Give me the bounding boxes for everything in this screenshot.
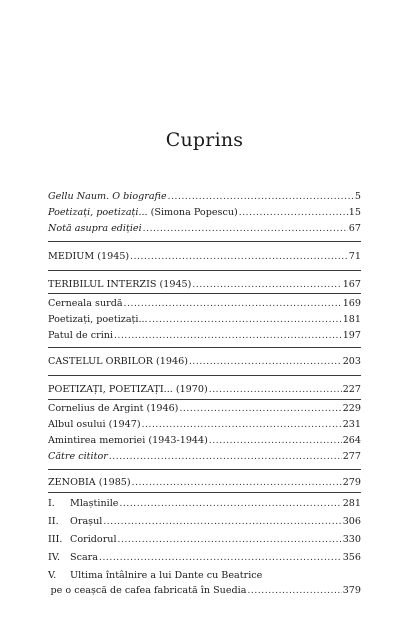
toc-entry-page: 379 [342, 585, 361, 596]
leader-dots [179, 403, 341, 415]
leader-dots [99, 552, 342, 564]
chapter-title: Orașul [70, 516, 103, 527]
toc-entry [48, 296, 361, 310]
toc-entry-label: Amintirea memoriei (1943-1944) [48, 435, 208, 446]
toc-entry-page: 5 [354, 191, 361, 202]
leader-dots [149, 314, 342, 326]
toc-entry-continuation [48, 583, 361, 597]
toc-entry-page: 279 [342, 477, 361, 488]
toc-entry-label: ZENOBIA (1985) [48, 477, 131, 488]
toc-entry-label: CASTELUL ORBILOR (1946) [48, 356, 188, 367]
toc-entry-label: MEDIUM (1945) [48, 251, 130, 262]
toc-entry-label: Către cititor [48, 451, 108, 462]
section-divider [48, 347, 361, 348]
toc-entry-label: Patul de crini [48, 330, 114, 341]
section-divider [48, 469, 361, 470]
roman-numeral: V. [48, 570, 57, 581]
toc-entry-label [48, 498, 118, 510]
page-title: Cuprins [165, 129, 244, 151]
leader-dots [114, 330, 342, 342]
toc-entry [48, 401, 361, 415]
toc-entry [48, 568, 361, 582]
toc-entry-label [48, 516, 102, 528]
toc-entry-label: Albul osului (1947) [48, 419, 141, 430]
chapter-title-continued: pe o ceașcă de cafea fabricată în Suedia [50, 585, 247, 596]
toc-entry [48, 496, 361, 510]
leader-dots [109, 451, 342, 463]
toc-entry-label: TERIBILUL INTERZIS (1945) [48, 279, 192, 290]
leader-dots [124, 298, 342, 310]
toc-entry-page: 67 [348, 223, 361, 234]
toc-entry-page: 306 [342, 516, 361, 527]
toc-entry-page: 356 [342, 552, 361, 563]
toc-entry [48, 449, 361, 463]
section-divider [48, 270, 361, 271]
roman-numeral: I. [48, 498, 55, 509]
toc-entry-page: 71 [348, 251, 361, 262]
toc-entry-page: 197 [342, 330, 361, 341]
leader-dots [130, 251, 348, 263]
leader-dots [209, 435, 342, 447]
section-divider [48, 399, 361, 400]
chapter-title: Coridorul [70, 534, 117, 545]
toc-entry [48, 382, 361, 396]
toc-entry [48, 189, 361, 203]
roman-numeral: IV. [48, 552, 61, 563]
toc-entry-page: 181 [342, 314, 361, 325]
toc-entry-label [48, 552, 98, 564]
toc-entry [48, 205, 361, 219]
leader-dots [189, 356, 342, 368]
leader-dots [192, 279, 341, 291]
leader-dots [247, 585, 341, 597]
toc-entry-label: Cerneala surdă [48, 298, 123, 309]
chapter-title: Ultima întâlnire a lui Dante cu Beatrice [70, 570, 263, 581]
toc-entry-page: 169 [342, 298, 361, 309]
leader-dots [118, 534, 342, 546]
leader-dots [143, 223, 348, 235]
chapter-title: Mlaștinile [70, 498, 119, 509]
toc-entry-page: 277 [342, 451, 361, 462]
leader-dots [119, 498, 341, 510]
section-divider [48, 375, 361, 376]
toc-entry [48, 532, 361, 546]
toc-entry [48, 354, 361, 368]
section-divider [48, 293, 361, 294]
leader-dots [209, 384, 342, 396]
toc-entry-label: POETIZAȚI, POETIZAȚI... (1970) [48, 384, 208, 395]
toc-entry-page: 227 [342, 384, 361, 395]
toc-entry [48, 550, 361, 564]
toc-entry [48, 312, 361, 326]
toc-entry-label: Notă asupra ediției [48, 223, 142, 234]
toc-entry-page: 264 [342, 435, 361, 446]
toc-entry [48, 514, 361, 528]
toc-entry-label: Poetizați, poetizați... (Simona Popescu) [48, 207, 238, 218]
toc-entry-page: 229 [342, 403, 361, 414]
leader-dots [142, 419, 342, 431]
leader-dots [103, 516, 341, 528]
leader-dots [168, 191, 354, 203]
toc-entry [48, 328, 361, 342]
toc-entry [48, 221, 361, 235]
toc-entry [48, 277, 361, 291]
toc-entry-label: Poetizați, poetizați... [48, 314, 148, 325]
toc-entry-page: 167 [342, 279, 361, 290]
chapter-title: Scara [70, 552, 98, 563]
toc-entry-label: Cornelius de Argint (1946) [48, 403, 179, 414]
toc-entry-label: Gellu Naum. O biografie [48, 191, 167, 202]
leader-dots [239, 207, 348, 219]
toc-entry [48, 433, 361, 447]
toc-entry-label [48, 570, 262, 582]
toc-entry [48, 249, 361, 263]
roman-numeral: III. [48, 534, 63, 545]
toc-entry [48, 475, 361, 489]
section-divider [48, 241, 361, 242]
toc-entry-label-italic: Poetizați, poetizați... [48, 207, 148, 218]
toc-entry [48, 417, 361, 431]
toc-entry-page: 330 [342, 534, 361, 545]
toc-entry-page: 203 [342, 356, 361, 367]
section-divider [48, 492, 361, 493]
leader-dots [132, 477, 342, 489]
roman-numeral: II. [48, 516, 59, 527]
toc-entry-page: 15 [348, 207, 361, 218]
toc-entry-page: 281 [342, 498, 361, 509]
toc-entry-label [48, 534, 117, 546]
toc-entry-page: 231 [342, 419, 361, 430]
